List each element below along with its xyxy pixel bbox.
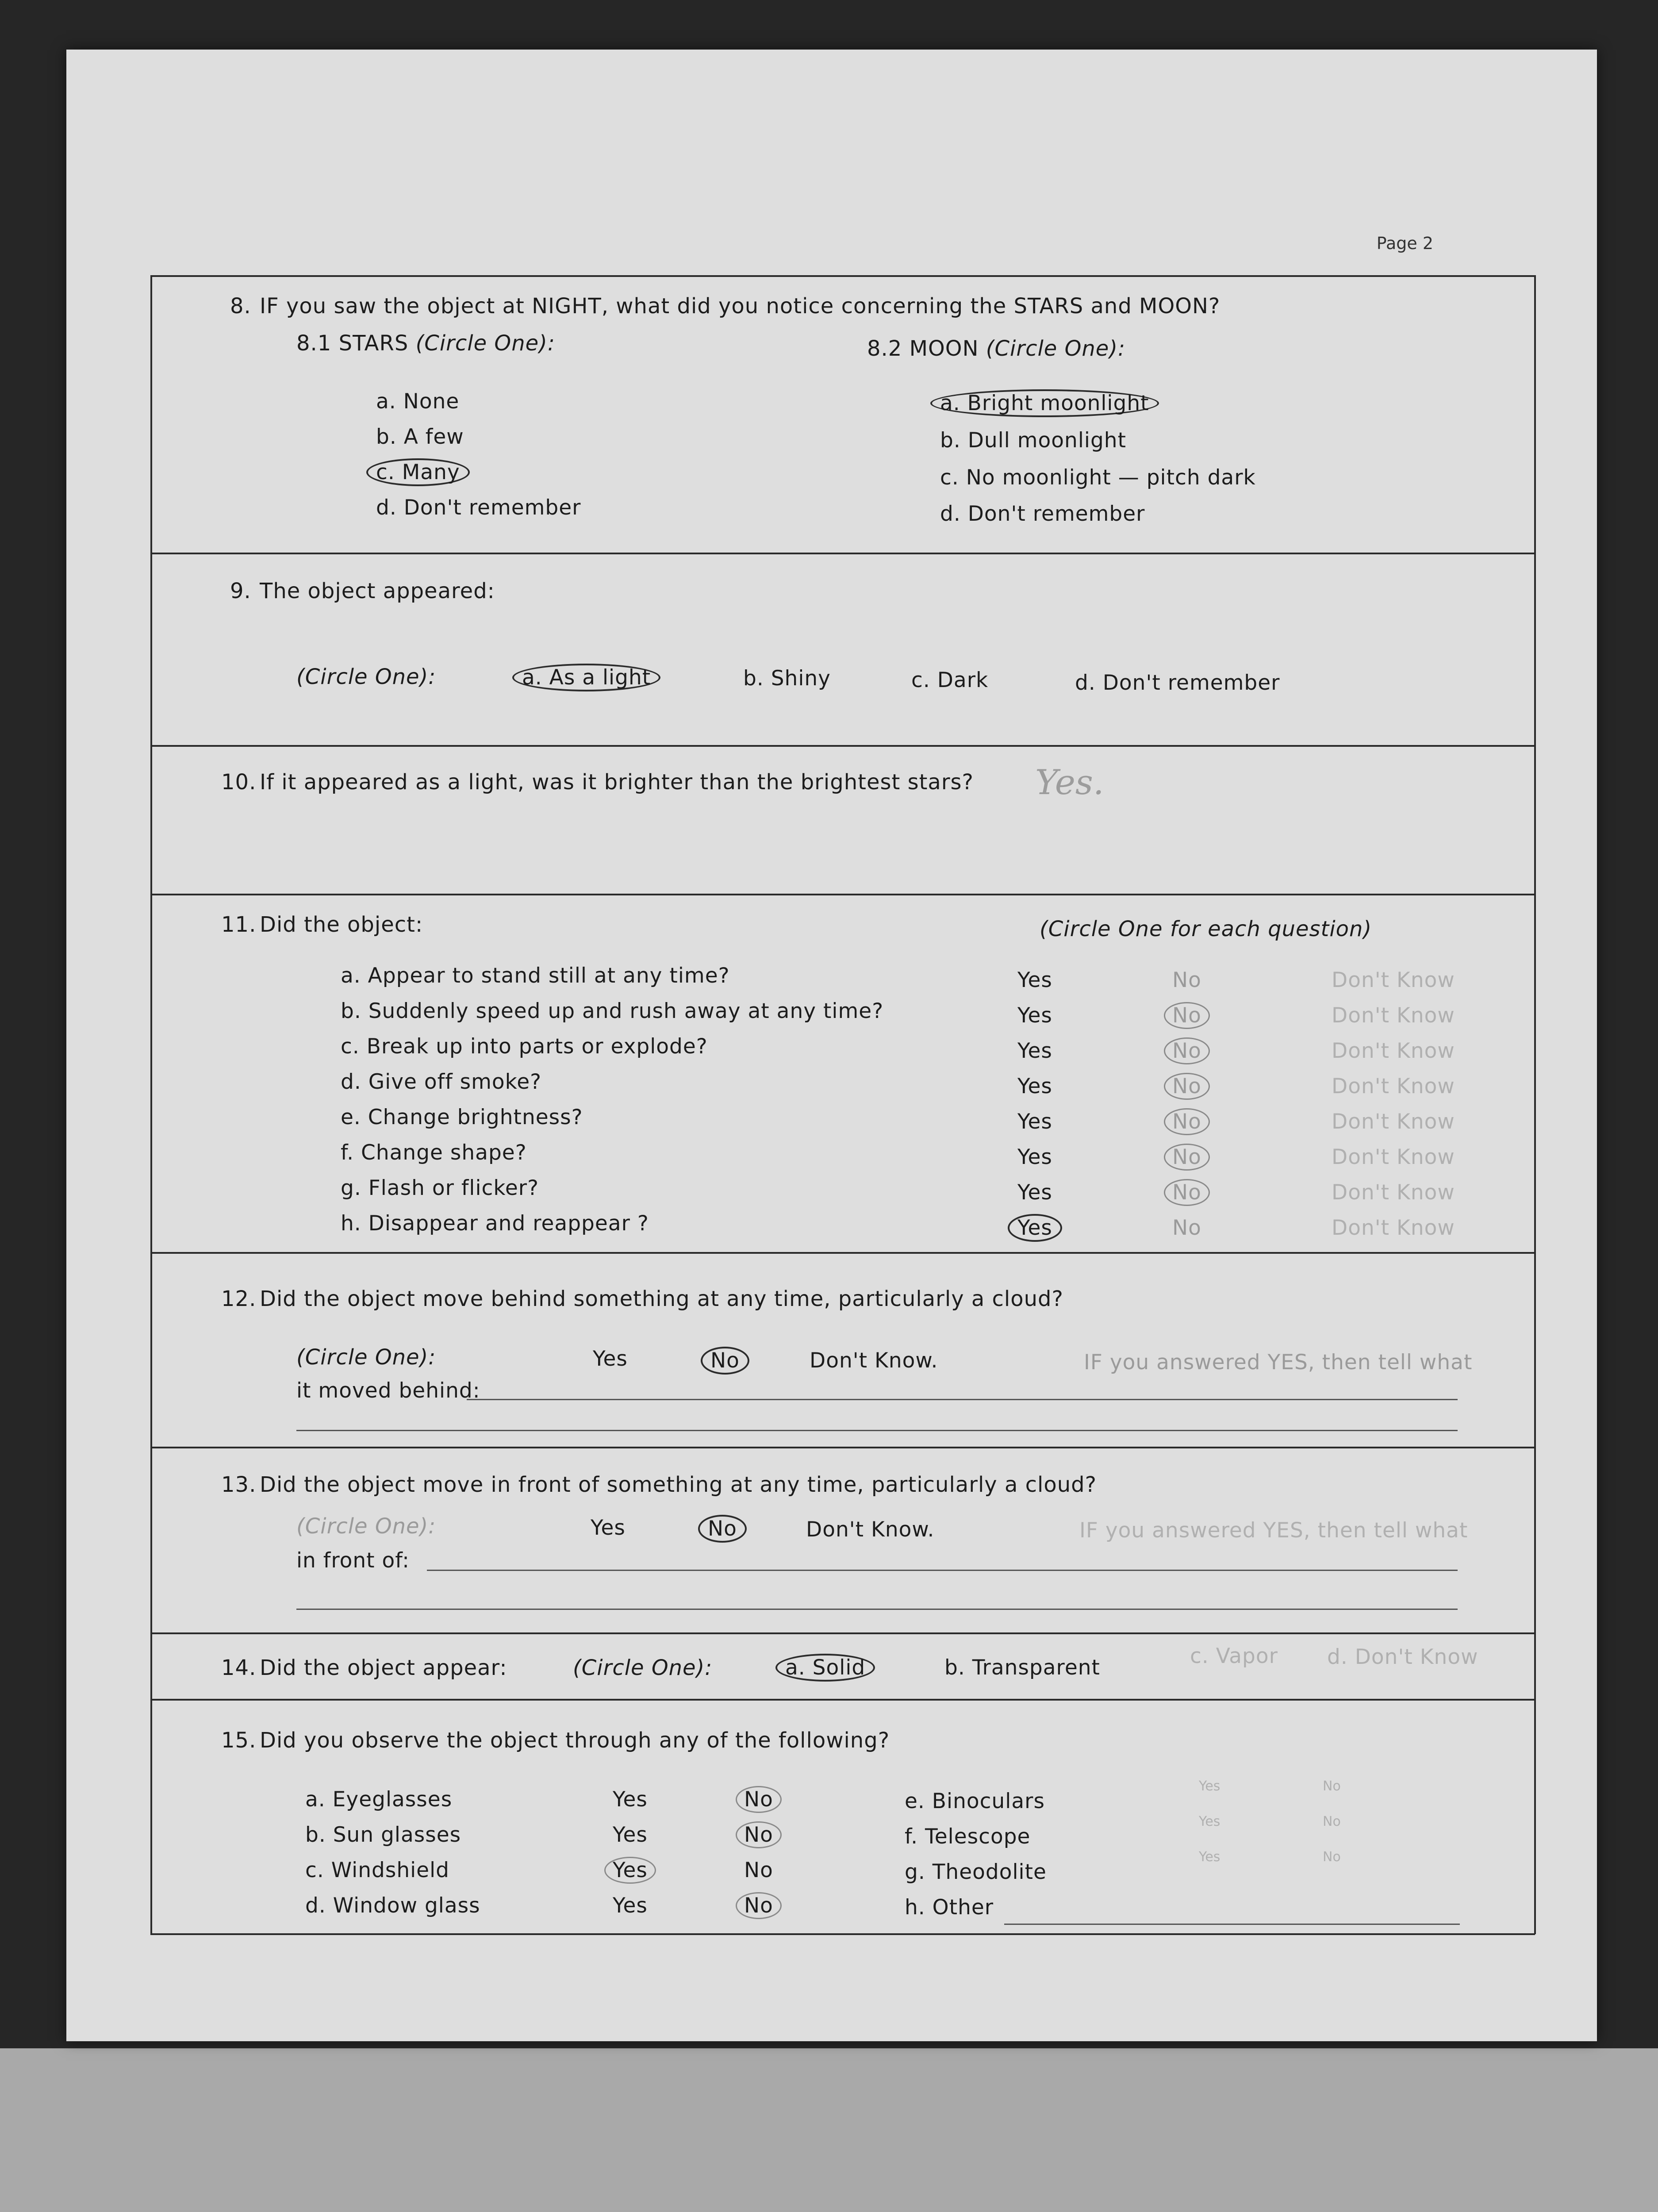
stars-option[interactable]: a. None — [376, 389, 460, 414]
q11-choice-no[interactable] — [1172, 1180, 1210, 1205]
q11-choice-don-t-know[interactable] — [1332, 1039, 1455, 1063]
choice-label: Yes — [1017, 1110, 1052, 1134]
moon-heading-label: 8.2 MOON — [867, 336, 979, 361]
instruction: (Circle One for each question) — [1040, 917, 1372, 941]
circled-answer: No — [1164, 1144, 1210, 1171]
circled-answer: No — [1164, 1037, 1210, 1064]
q11-row-label: e. Change brightness? — [341, 1105, 583, 1129]
q11-choice-yes[interactable] — [1017, 1003, 1052, 1028]
choice-label: Don't Know — [1332, 1003, 1455, 1028]
q15-item-label: a. Eyeglasses — [305, 1787, 453, 1812]
q11-row-label: b. Suddenly speed up and rush away at any time? — [341, 999, 884, 1023]
answer-line[interactable] — [467, 1399, 1458, 1400]
question-text: Did the object: — [260, 912, 423, 937]
answer-line[interactable] — [296, 1430, 1458, 1431]
q15-choice-yes[interactable] — [613, 1823, 648, 1847]
followup-text: IF you answered YES, then tell what — [1079, 1518, 1468, 1543]
followup-text: IF you answered YES, then tell what — [1084, 1350, 1473, 1375]
q11-row-label: a. Appear to stand still at any time? — [341, 964, 730, 988]
q15-choice-no[interactable] — [744, 1823, 782, 1847]
instruction: (Circle One): — [296, 664, 436, 689]
choice-label: No — [1172, 968, 1201, 992]
question-number: 11. — [221, 912, 257, 937]
circled-answer: No — [1164, 1073, 1210, 1100]
instruction: (Circle One): — [296, 1514, 436, 1539]
q11-choice-no[interactable] — [1172, 1145, 1210, 1169]
q15-choice-yes[interactable]: Yes — [1199, 1778, 1220, 1794]
q11-choice-don-t-know[interactable] — [1332, 1145, 1455, 1169]
choice-label: Don't Know — [1332, 968, 1455, 992]
choice-label: Don't Know — [1332, 1145, 1455, 1169]
circled-answer: a. Bright moonlight — [930, 389, 1159, 417]
q15-item-label: e. Binoculars — [905, 1789, 1045, 1813]
circled-answer: No — [736, 1892, 782, 1919]
choice-label: Yes — [1017, 1039, 1052, 1063]
q11-choice-yes[interactable] — [1017, 1074, 1052, 1098]
divider — [150, 1699, 1535, 1701]
q15-choice-no[interactable]: No — [1323, 1849, 1341, 1865]
divider — [150, 894, 1535, 895]
q11-choice-no[interactable] — [1172, 1110, 1210, 1134]
circled-answer: No — [1164, 1179, 1210, 1206]
circled-answer: a. Solid — [775, 1654, 875, 1682]
choice-label: Yes — [613, 1823, 648, 1847]
option[interactable]: b. Shiny — [743, 666, 831, 691]
q11-choice-don-t-know[interactable] — [1332, 1110, 1455, 1134]
stars-instruction: (Circle One): — [415, 331, 556, 356]
q11-choice-yes[interactable] — [1017, 1145, 1052, 1169]
question-text: IF you saw the object at NIGHT, what did you notice concerning the STARS and MOON? — [260, 294, 1220, 319]
handwritten-answer: Yes. — [1035, 763, 1104, 803]
form-right-border — [1534, 275, 1536, 1934]
q11-choice-don-t-know[interactable] — [1332, 1074, 1455, 1098]
question-text: If it appeared as a light, was it brighter than the brightest stars? — [260, 770, 974, 795]
circled-answer: c. Many — [366, 458, 470, 486]
moon-option-selected[interactable] — [940, 391, 1159, 415]
option[interactable]: d. Don't Know — [1327, 1645, 1478, 1669]
question-text: The object appeared: — [260, 579, 495, 603]
moon-option[interactable]: c. No moonlight — pitch dark — [940, 465, 1256, 490]
choice-label: Yes — [1017, 1074, 1052, 1098]
option-selected[interactable] — [708, 1517, 747, 1541]
option-selected[interactable] — [785, 1655, 875, 1680]
q15-item-label: d. Window glass — [305, 1893, 480, 1918]
option-selected[interactable] — [522, 665, 660, 690]
question-text: Did the object move behind something at any time, particularly a cloud? — [260, 1286, 1063, 1311]
q15-choice-no[interactable]: No — [1323, 1778, 1341, 1794]
circled-answer: No — [698, 1515, 747, 1543]
question-number: 14. — [221, 1655, 257, 1680]
moon-option[interactable]: b. Dull moonlight — [940, 428, 1126, 453]
q15-item-label: c. Windshield — [305, 1858, 449, 1882]
q11-choice-yes[interactable] — [1017, 1180, 1052, 1205]
q11-choice-yes[interactable] — [1017, 968, 1052, 992]
option[interactable]: Don't Know. — [806, 1517, 935, 1542]
stars-heading — [296, 331, 555, 356]
q11-choice-don-t-know[interactable] — [1332, 1003, 1455, 1028]
q11-choice-yes[interactable] — [1017, 1216, 1062, 1240]
q11-row-label: g. Flash or flicker? — [341, 1176, 539, 1200]
question-text: Did the object move in front of something at any time, particularly a cloud? — [260, 1472, 1097, 1497]
option[interactable]: c. Dark — [911, 668, 989, 692]
choice-label: Don't Know — [1332, 1039, 1455, 1063]
divider — [150, 553, 1535, 554]
option[interactable]: Yes — [593, 1347, 628, 1371]
stars-option[interactable]: b. A few — [376, 425, 464, 449]
divider — [150, 1252, 1535, 1254]
option-selected[interactable] — [710, 1348, 749, 1373]
moon-instruction: (Circle One): — [986, 336, 1126, 361]
q15-item-label: b. Sun glasses — [305, 1823, 461, 1847]
question-text: Did you observe the object through any of the following? — [260, 1728, 890, 1753]
q11-choice-no[interactable] — [1172, 1074, 1210, 1098]
q15-choice-no[interactable] — [744, 1858, 773, 1882]
page-number: Page 2 — [1376, 234, 1433, 253]
choice-label: Yes — [613, 1787, 648, 1812]
stars-option-selected[interactable] — [376, 460, 470, 484]
q11-row-label: h. Disappear and reappear ? — [341, 1211, 649, 1236]
followup-label: in front of: — [296, 1548, 410, 1573]
q11-choice-yes[interactable] — [1017, 1039, 1052, 1063]
question-number: 9. — [230, 579, 251, 603]
q11-choice-don-t-know[interactable] — [1332, 1216, 1455, 1240]
question-text: Did the object appear: — [260, 1655, 507, 1680]
answer-line[interactable] — [427, 1570, 1458, 1571]
choice-label: Yes — [1017, 968, 1052, 992]
q11-row-label: c. Break up into parts or explode? — [341, 1034, 708, 1059]
question-number: 10. — [221, 770, 257, 795]
option[interactable]: d. Don't remember — [1075, 671, 1280, 695]
moon-option[interactable]: d. Don't remember — [940, 502, 1145, 526]
q11-choice-don-t-know[interactable] — [1332, 968, 1455, 992]
circled-answer: a. As a light — [512, 664, 660, 691]
choice-label: Yes — [1017, 1180, 1052, 1205]
q11-choice-no[interactable] — [1172, 1003, 1210, 1028]
answer-line[interactable] — [296, 1609, 1458, 1610]
q15-item-label: h. Other — [905, 1895, 994, 1920]
instruction: (Circle One): — [296, 1345, 436, 1370]
q15-choice-yes[interactable]: Yes — [1199, 1849, 1220, 1865]
stars-option[interactable]: d. Don't remember — [376, 495, 581, 520]
circled-answer: No — [701, 1347, 749, 1375]
q15-item-label: g. Theodolite — [905, 1860, 1047, 1884]
choice-label: No — [1172, 1216, 1201, 1240]
question-number: 13. — [221, 1472, 257, 1497]
option[interactable]: Yes — [591, 1516, 626, 1540]
choice-label: No — [744, 1858, 773, 1882]
divider — [150, 1447, 1535, 1448]
choice-label: Don't Know — [1332, 1074, 1455, 1098]
q15-choice-no[interactable]: No — [1323, 1814, 1341, 1829]
photo-background — [0, 2048, 1658, 2212]
choice-label: Don't Know — [1332, 1110, 1455, 1134]
circled-answer: No — [736, 1786, 782, 1813]
question-number: 15. — [221, 1728, 257, 1753]
moon-heading — [867, 336, 1125, 361]
followup-label: it moved behind: — [296, 1379, 480, 1403]
divider — [150, 1632, 1535, 1634]
option[interactable]: Don't Know. — [810, 1348, 938, 1373]
choice-label: Don't Know — [1332, 1216, 1455, 1240]
q11-row-label: d. Give off smoke? — [341, 1070, 542, 1094]
choice-label: Yes — [613, 1893, 648, 1918]
divider — [150, 745, 1535, 747]
form-left-border — [150, 275, 152, 1934]
choice-label: Yes — [1017, 1003, 1052, 1028]
q15-choice-yes[interactable]: Yes — [1199, 1814, 1220, 1829]
choice-label: Don't Know — [1332, 1180, 1455, 1205]
form-bottom-border — [150, 1933, 1535, 1935]
q11-choice-no[interactable] — [1172, 1039, 1210, 1063]
circled-answer: No — [736, 1821, 782, 1848]
form-top-border — [150, 275, 1535, 277]
q11-choice-don-t-know[interactable] — [1332, 1180, 1455, 1205]
circled-answer: No — [1164, 1002, 1210, 1029]
q15-choice-yes[interactable] — [613, 1893, 648, 1918]
question-number: 8. — [230, 294, 251, 319]
q11-choice-no[interactable] — [1172, 1216, 1201, 1240]
circled-answer: Yes — [1008, 1214, 1062, 1242]
stars-heading-label: 8.1 STARS — [296, 331, 409, 356]
choice-label: Yes — [1017, 1145, 1052, 1169]
q11-choice-yes[interactable] — [1017, 1110, 1052, 1134]
instruction: (Circle One): — [573, 1655, 713, 1680]
question-number: 12. — [221, 1286, 257, 1311]
q15-choice-no[interactable] — [744, 1893, 782, 1918]
option[interactable]: b. Transparent — [944, 1655, 1100, 1680]
form-page — [66, 50, 1597, 2041]
option[interactable]: c. Vapor — [1190, 1644, 1278, 1668]
q11-choice-no[interactable] — [1172, 968, 1201, 992]
q11-row-label: f. Change shape? — [341, 1141, 527, 1165]
q15-choice-no[interactable] — [744, 1787, 782, 1812]
circled-answer: Yes — [604, 1857, 656, 1884]
q15-choice-yes[interactable] — [613, 1787, 648, 1812]
other-answer-line[interactable] — [1004, 1924, 1460, 1925]
circled-answer: No — [1164, 1108, 1210, 1135]
q15-choice-yes[interactable] — [613, 1858, 656, 1882]
q15-item-label: f. Telescope — [905, 1824, 1031, 1849]
